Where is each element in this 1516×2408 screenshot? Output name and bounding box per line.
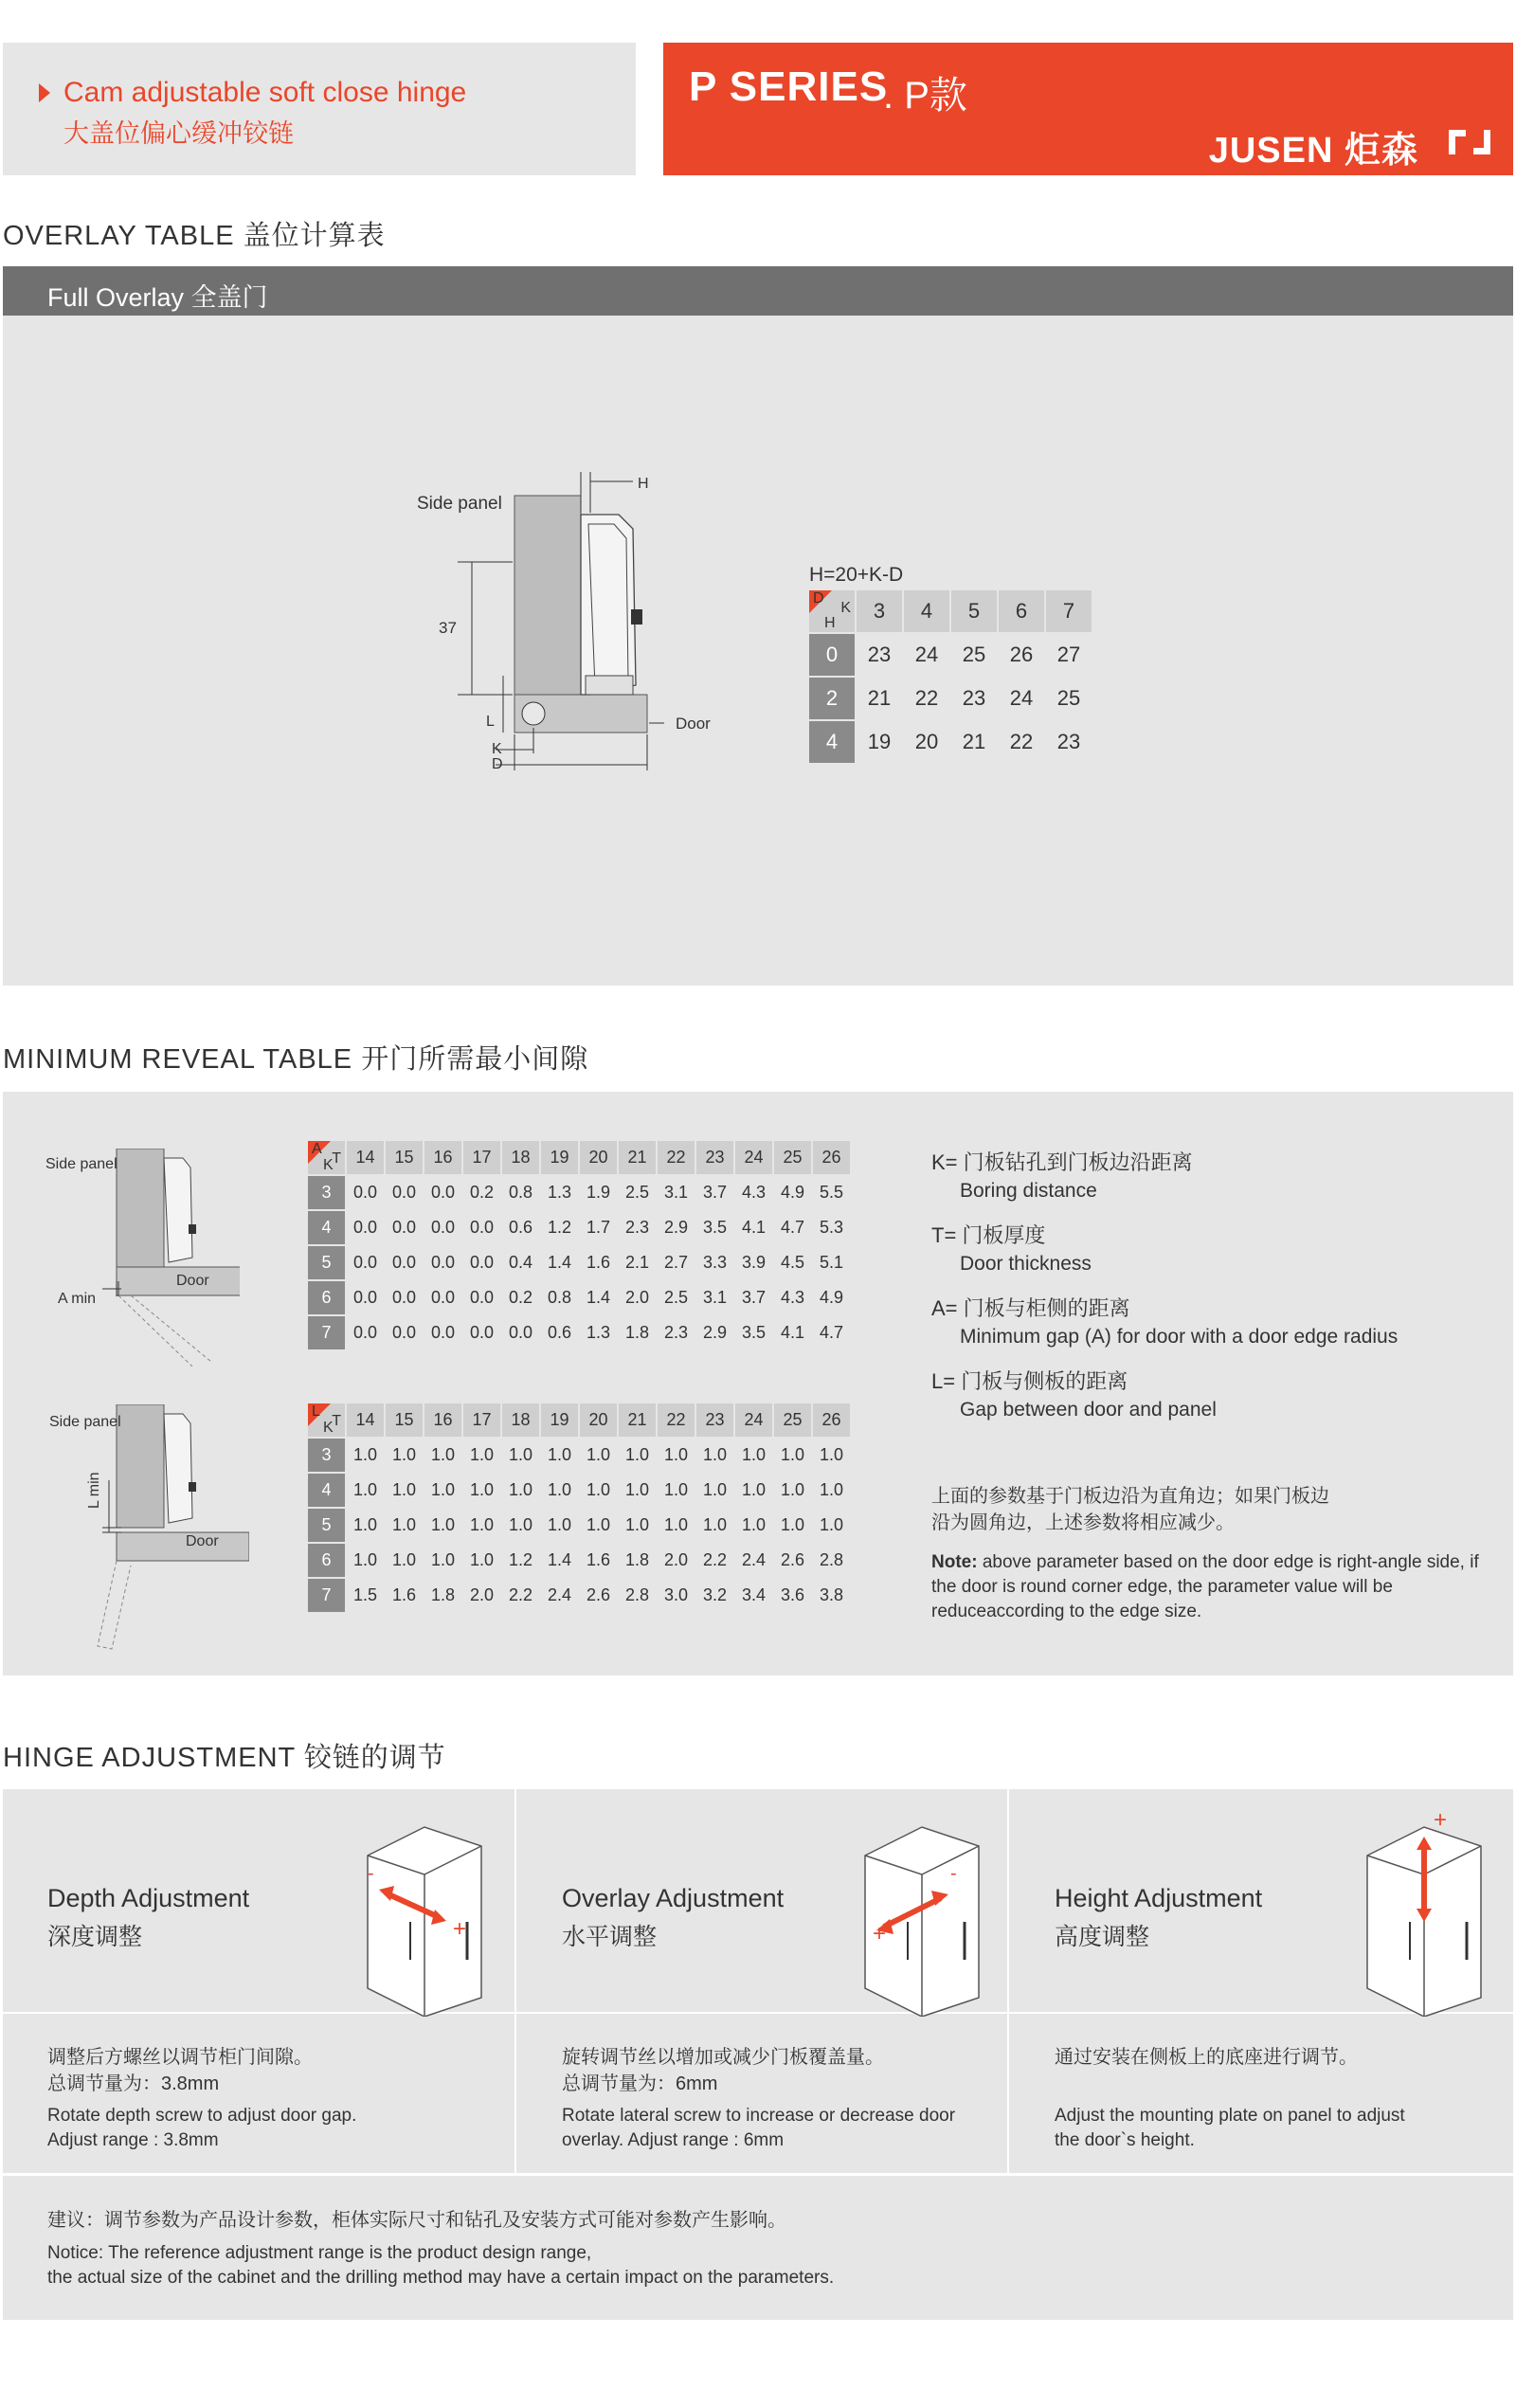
reveal-a-table-cell: 0.0 [424, 1316, 461, 1349]
overlay-table-cell: 23 [951, 678, 997, 719]
reveal-l-column-header: 26 [813, 1403, 850, 1437]
reveal-l-table-cell: 1.0 [347, 1509, 384, 1542]
reveal-l-column-header: 15 [386, 1403, 423, 1437]
reveal-l-corner-bottom: K [323, 1420, 334, 1436]
reveal-l-corner-top: L [312, 1403, 320, 1420]
overlay-door-label: Door [676, 715, 711, 733]
reveal-a-column-header: 17 [463, 1141, 500, 1174]
reveal-a-door-label: Door [176, 1273, 209, 1289]
overlay-column-header: 6 [999, 590, 1044, 632]
reveal-l-table-cell: 1.2 [502, 1544, 539, 1577]
reveal-l-table-cell: 1.0 [619, 1439, 656, 1472]
reveal-l-table-row [308, 1579, 850, 1612]
bullet-triangle-icon [39, 83, 50, 102]
reveal-l-row-header: 4 [308, 1474, 345, 1507]
overlay-corner-top: D [813, 590, 824, 607]
legend-key: T= 门板厚度 [931, 1223, 1046, 1247]
reveal-a-table-cell: 1.3 [580, 1316, 617, 1349]
reveal-l-table-cell: 1.0 [463, 1544, 500, 1577]
reveal-a-table-cell: 0.0 [424, 1176, 461, 1209]
reveal-a-column-header: 16 [424, 1141, 461, 1174]
reveal-a-min-label: A min [58, 1291, 97, 1307]
reveal-l-table [306, 1402, 852, 1614]
adjust-plus-sign: + [1434, 1808, 1448, 1833]
adjust-title-cn: 水平调整 [562, 1924, 658, 1950]
reveal-l-table-cell: 1.6 [580, 1544, 617, 1577]
reveal-a-table-cell: 0.0 [386, 1211, 423, 1244]
overlay-table-cell: 24 [904, 634, 949, 676]
reveal-diagram-a [50, 1149, 240, 1367]
reveal-a-side-panel-label: Side panel [45, 1156, 117, 1172]
reveal-a-table-cell: 0.0 [347, 1281, 384, 1314]
reveal-a-table-cell: 2.0 [619, 1281, 656, 1314]
adjust-footer-cn: 建议：调节参数为产品设计参数，柜体实际尺寸和钻孔及安装方式可能对参数产生影响。 [47, 2210, 786, 2231]
overlay-formula: H=20+K-D [809, 564, 904, 586]
reveal-a-table-cell: 4.9 [813, 1281, 850, 1314]
adjust-title: Depth Adjustment [47, 1884, 250, 1912]
dimension-37-label: 37 [439, 619, 457, 637]
overlay-section-title: OVERLAY TABLE 盖位计算表 [3, 221, 386, 251]
reveal-a-column-header: 23 [696, 1141, 733, 1174]
overlay-corner-right: K [840, 600, 851, 616]
reveal-a-table-cell: 0.8 [502, 1176, 539, 1209]
reveal-note-cn-line1: 上面的参数基于门板边沿为直角边；如果门板边 [931, 1486, 1329, 1507]
reveal-l-table-cell: 1.0 [813, 1474, 850, 1507]
reveal-a-row-header: 6 [308, 1281, 345, 1314]
reveal-l-row-header: 6 [308, 1544, 345, 1577]
reveal-a-table-cell: 3.1 [658, 1176, 695, 1209]
reveal-l-column-header: 20 [580, 1403, 617, 1437]
reveal-a-row-header: 7 [308, 1316, 345, 1349]
adjust-desc-en-1: Adjust the mounting plate on panel to adjust [1055, 2106, 1405, 2126]
adjust-footer-en-line2: the actual size of the cabinet and the drilling method may have a certain impact on the parameters. [47, 2268, 835, 2288]
overlay-table-cell: 22 [904, 678, 949, 719]
reveal-a-table-cell: 3.7 [735, 1281, 772, 1314]
adjust-desc-cn-1: 通过安装在侧板上的底座进行调节。 [1055, 2047, 1358, 2068]
series-title: P SERIES [689, 63, 889, 110]
reveal-l-table-cell: 1.0 [502, 1509, 539, 1542]
reveal-l-table-cell: 1.0 [658, 1439, 695, 1472]
reveal-a-row-header: 3 [308, 1176, 345, 1209]
overlay-table-cell: 22 [999, 721, 1044, 763]
reveal-l-table-cell: 1.0 [619, 1509, 656, 1542]
legend-description: Gap between door and panel [960, 1399, 1217, 1421]
reveal-l-table-cell: 1.0 [696, 1509, 733, 1542]
reveal-note-text: above parameter based on the door edge is right-angle side, if the door is round corner edge, the parameter value will be reduceaccording to the edge size. [931, 1552, 1479, 1621]
reveal-a-table-cell: 0.0 [424, 1246, 461, 1279]
reveal-l-column-header: 22 [658, 1403, 695, 1437]
reveal-a-table-cell: 0.0 [347, 1211, 384, 1244]
reveal-a-table-cell: 3.7 [696, 1176, 733, 1209]
reveal-a-table-cell: 4.7 [774, 1211, 811, 1244]
reveal-l-table-cell: 1.0 [424, 1439, 461, 1472]
reveal-a-table-cell: 2.9 [658, 1211, 695, 1244]
reveal-l-column-header: 14 [347, 1403, 384, 1437]
product-name-cn: 大盖位偏心缓冲铰链 [63, 119, 294, 148]
reveal-a-table-cell: 0.0 [386, 1246, 423, 1279]
reveal-l-table-cell: 1.0 [735, 1474, 772, 1507]
adjust-minus-sign: - [950, 1863, 957, 1884]
reveal-l-table-cell: 1.0 [658, 1509, 695, 1542]
overlay-row-header: 2 [809, 678, 855, 719]
overlay-h-label: H [638, 476, 649, 492]
reveal-l-table-cell: 3.0 [658, 1579, 695, 1612]
reveal-l-table-cell: 1.0 [580, 1509, 617, 1542]
reveal-l-table-cell: 1.0 [347, 1544, 384, 1577]
reveal-a-table-cell: 2.9 [696, 1316, 733, 1349]
reveal-l-table-cell: 1.0 [386, 1474, 423, 1507]
reveal-l-table-cell: 2.4 [541, 1579, 578, 1612]
reveal-l-row-header: 3 [308, 1439, 345, 1472]
reveal-l-table-cell: 2.6 [774, 1544, 811, 1577]
reveal-a-table-cell: 4.5 [774, 1246, 811, 1279]
reveal-l-table-cell: 1.0 [774, 1509, 811, 1542]
reveal-l-table-cell: 1.0 [774, 1474, 811, 1507]
reveal-a-table-row [308, 1176, 850, 1209]
reveal-l-table-cell: 1.0 [424, 1544, 461, 1577]
reveal-a-column-header: 19 [541, 1141, 578, 1174]
reveal-legend [931, 1147, 1500, 1421]
reveal-l-table-cell: 2.0 [658, 1544, 695, 1577]
overlay-table-cell: 20 [904, 721, 949, 763]
reveal-a-table-cell: 0.8 [541, 1281, 578, 1314]
adjust-desc-en-2: overlay. Adjust range : 6mm [562, 2130, 785, 2150]
legend-key: K= 门板钻孔到门板边沿距离 [931, 1150, 1193, 1174]
full-overlay-bar [3, 266, 1513, 316]
reveal-l-column-header: 23 [696, 1403, 733, 1437]
reveal-a-column-header: 15 [386, 1141, 423, 1174]
reveal-a-table-cell: 1.8 [619, 1316, 656, 1349]
header-series-box [663, 43, 1513, 175]
reveal-l-table-cell: 1.0 [386, 1439, 423, 1472]
reveal-a-table-cell: 5.1 [813, 1246, 850, 1279]
reveal-a-column-header: 26 [813, 1141, 850, 1174]
overlay-table-row [809, 634, 1092, 676]
reveal-l-table-cell: 2.2 [696, 1544, 733, 1577]
reveal-a-corner-cell [308, 1141, 345, 1174]
reveal-a-table-cell: 0.0 [463, 1316, 500, 1349]
reveal-a-table-cell: 4.7 [813, 1316, 850, 1349]
reveal-a-table-cell: 1.7 [580, 1211, 617, 1244]
reveal-l-corner-cell [308, 1403, 345, 1437]
overlay-side-panel-label: Side panel [417, 494, 502, 514]
reveal-a-table-cell: 0.0 [386, 1281, 423, 1314]
reveal-l-table-cell: 1.0 [735, 1509, 772, 1542]
overlay-table-cell: 23 [857, 634, 902, 676]
reveal-l-table-cell: 2.8 [813, 1544, 850, 1577]
adjust-panel [3, 1789, 1513, 2320]
reveal-l-table-cell: 1.0 [463, 1509, 500, 1542]
reveal-a-table-cell: 2.7 [658, 1246, 695, 1279]
reveal-l-table-cell: 1.0 [813, 1509, 850, 1542]
reveal-l-table-row [308, 1474, 850, 1507]
reveal-note-en [931, 1550, 1490, 1624]
reveal-a-column-header: 14 [347, 1141, 384, 1174]
reveal-l-table-cell: 1.0 [386, 1509, 423, 1542]
overlay-table-cell: 25 [1046, 678, 1092, 719]
adjust-section-title: HINGE ADJUSTMENT 铰链的调节 [3, 1743, 446, 1773]
reveal-a-table-cell: 4.1 [774, 1316, 811, 1349]
reveal-l-table-cell: 1.0 [424, 1474, 461, 1507]
reveal-l-table-cell: 1.0 [658, 1474, 695, 1507]
overlay-table-cell: 24 [999, 678, 1044, 719]
reveal-a-corner-top: A [312, 1141, 322, 1157]
reveal-l-table-cell: 3.8 [813, 1579, 850, 1612]
reveal-a-row-header: 5 [308, 1246, 345, 1279]
reveal-l-table-cell: 1.6 [386, 1579, 423, 1612]
adjust-desc-en-2: the door`s height. [1055, 2130, 1195, 2150]
overlay-table-row [809, 678, 1092, 719]
adjust-desc-cn-1: 调整后方螺丝以调节柜门间隙。 [47, 2047, 313, 2068]
cabinet-door-icon [358, 1808, 491, 2017]
reveal-l-door-label: Door [186, 1533, 219, 1549]
reveal-a-table-cell: 0.6 [541, 1316, 578, 1349]
reveal-l-table-cell: 3.2 [696, 1579, 733, 1612]
overlay-l-label: L [486, 714, 495, 730]
reveal-l-table-cell: 2.0 [463, 1579, 500, 1612]
reveal-l-table-cell: 1.0 [347, 1474, 384, 1507]
brand-name: JUSEN 炬森 [1208, 131, 1418, 171]
legend-description: Door thickness [960, 1253, 1092, 1275]
reveal-a-table-cell: 4.1 [735, 1211, 772, 1244]
reveal-a-table-cell: 0.0 [463, 1246, 500, 1279]
reveal-l-table-cell: 1.0 [541, 1474, 578, 1507]
reveal-l-table-cell: 1.0 [463, 1474, 500, 1507]
reveal-a-table-cell: 3.5 [735, 1316, 772, 1349]
reveal-l-corner-right: T [332, 1413, 341, 1429]
reveal-note-label: Note: [931, 1552, 978, 1572]
adjust-desc-cn-2: 总调节量为：3.8mm [47, 2073, 220, 2094]
overlay-corner-cell [809, 590, 855, 632]
reveal-a-table-cell: 1.3 [541, 1176, 578, 1209]
reveal-l-table-cell: 3.4 [735, 1579, 772, 1612]
reveal-l-table-cell: 1.0 [541, 1439, 578, 1472]
reveal-a-column-header: 18 [502, 1141, 539, 1174]
reveal-l-table-cell: 1.0 [696, 1439, 733, 1472]
reveal-a-column-header: 20 [580, 1141, 617, 1174]
reveal-a-table-cell: 0.0 [386, 1316, 423, 1349]
reveal-l-table-cell: 1.0 [813, 1439, 850, 1472]
adjust-desc-en-2: Adjust range : 3.8mm [47, 2130, 219, 2150]
reveal-a-table-cell: 1.9 [580, 1176, 617, 1209]
reveal-l-column-header: 21 [619, 1403, 656, 1437]
reveal-a-corner-right: T [332, 1150, 341, 1167]
reveal-l-table-cell: 1.0 [580, 1474, 617, 1507]
reveal-l-table-cell: 1.0 [774, 1439, 811, 1472]
reveal-a-table-cell: 0.0 [347, 1246, 384, 1279]
reveal-a-table-cell: 2.3 [619, 1211, 656, 1244]
reveal-l-table-cell: 1.4 [541, 1544, 578, 1577]
reveal-l-table-cell: 1.8 [424, 1579, 461, 1612]
reveal-a-table-cell: 0.2 [463, 1176, 500, 1209]
reveal-l-table-row [308, 1509, 850, 1542]
reveal-l-table-cell: 1.0 [580, 1439, 617, 1472]
overlay-corner-bottom: H [824, 615, 836, 631]
reveal-a-table-cell: 0.2 [502, 1281, 539, 1314]
overlay-table-cell: 25 [951, 634, 997, 676]
adjust-title: Overlay Adjustment [562, 1884, 785, 1912]
reveal-a-table-cell: 2.5 [658, 1281, 695, 1314]
adjust-title: Height Adjustment [1055, 1884, 1263, 1912]
reveal-a-table-row [308, 1211, 850, 1244]
reveal-l-table-cell: 1.0 [386, 1544, 423, 1577]
reveal-a-table-cell: 5.3 [813, 1211, 850, 1244]
legend-description: Minimum gap (A) for door with a door edge radius [960, 1326, 1399, 1348]
adjust-desc-en-1: Rotate lateral screw to increase or decrease door [562, 2106, 956, 2126]
reveal-a-table-cell: 0.0 [386, 1176, 423, 1209]
reveal-a-table-row [308, 1316, 850, 1349]
reveal-a-column-header: 21 [619, 1141, 656, 1174]
reveal-l-table-cell: 1.0 [424, 1509, 461, 1542]
adjust-title-cn: 高度调整 [1055, 1924, 1150, 1950]
reveal-l-column-header: 17 [463, 1403, 500, 1437]
reveal-a-table-cell: 3.3 [696, 1246, 733, 1279]
reveal-a-table-cell: 4.3 [774, 1281, 811, 1314]
reveal-l-table-cell: 1.0 [735, 1439, 772, 1472]
reveal-a-column-header: 25 [774, 1141, 811, 1174]
reveal-a-table-cell: 1.2 [541, 1211, 578, 1244]
reveal-l-min-label: L min [86, 1472, 102, 1509]
reveal-l-column-header: 25 [774, 1403, 811, 1437]
overlay-table-row [809, 721, 1092, 763]
overlay-column-header: 7 [1046, 590, 1092, 632]
reveal-a-table-cell: 4.9 [774, 1176, 811, 1209]
reveal-a-table-cell: 0.0 [502, 1316, 539, 1349]
header-product-box [3, 43, 636, 175]
reveal-l-table-cell: 1.0 [541, 1509, 578, 1542]
adjust-footer-en-line1: Notice: The reference adjustment range is the product design range, [47, 2243, 592, 2263]
reveal-a-table-cell: 1.6 [580, 1246, 617, 1279]
reveal-a-table-cell: 2.5 [619, 1176, 656, 1209]
reveal-l-table-cell: 1.0 [619, 1474, 656, 1507]
reveal-l-row-header: 5 [308, 1509, 345, 1542]
adjust-title-cn: 深度调整 [47, 1924, 143, 1950]
reveal-l-table-cell: 2.2 [502, 1579, 539, 1612]
reveal-a-column-header: 22 [658, 1141, 695, 1174]
overlay-panel [3, 316, 1513, 986]
reveal-l-table-row [308, 1544, 850, 1577]
overlay-k-label: K [492, 741, 502, 757]
reveal-note-cn-line2: 沿为圆角边，上述参数将相应减少。 [931, 1512, 1235, 1533]
overlay-table-cell: 21 [951, 721, 997, 763]
adjust-desc-cn-1: 旋转调节丝以增加或减少门板覆盖量。 [562, 2047, 884, 2068]
overlay-table-cell: 27 [1046, 634, 1092, 676]
overlay-table-cell: 23 [1046, 721, 1092, 763]
reveal-l-side-panel-label: Side panel [49, 1414, 121, 1430]
series-title-cn: . P款 [883, 75, 967, 117]
reveal-a-table-row [308, 1246, 850, 1279]
reveal-l-table-cell: 1.0 [696, 1474, 733, 1507]
reveal-l-table-cell: 1.0 [347, 1439, 384, 1472]
reveal-a-row-header: 4 [308, 1211, 345, 1244]
reveal-l-row-header: 7 [308, 1579, 345, 1612]
reveal-note-cn [931, 1483, 1329, 1536]
cabinet-door-icon [856, 1808, 988, 2017]
reveal-l-table-cell: 2.6 [580, 1579, 617, 1612]
brand-logo-icon [1447, 128, 1492, 156]
reveal-a-table-cell: 2.3 [658, 1316, 695, 1349]
reveal-a-table-cell: 5.5 [813, 1176, 850, 1209]
reveal-l-table-cell: 1.8 [619, 1544, 656, 1577]
legend-description: Boring distance [960, 1180, 1097, 1202]
legend-key: L= 门板与侧板的距离 [931, 1369, 1128, 1393]
reveal-a-corner-bottom: K [323, 1157, 334, 1173]
reveal-l-table-cell: 1.0 [502, 1474, 539, 1507]
reveal-a-table-cell: 0.0 [424, 1281, 461, 1314]
overlay-d-label: D [492, 756, 503, 770]
reveal-l-column-header: 24 [735, 1403, 772, 1437]
reveal-l-table-cell: 1.0 [463, 1439, 500, 1472]
reveal-section-title: MINIMUM REVEAL TABLE 开门所需最小间隙 [3, 1044, 589, 1075]
legend-key: A= 门板与柜侧的距离 [931, 1296, 1130, 1320]
reveal-a-table-cell: 0.6 [502, 1211, 539, 1244]
reveal-l-table-row [308, 1439, 850, 1472]
reveal-a-table-cell: 4.3 [735, 1176, 772, 1209]
reveal-a-table-cell: 0.4 [502, 1246, 539, 1279]
reveal-l-column-header: 18 [502, 1403, 539, 1437]
reveal-l-table-cell: 1.5 [347, 1579, 384, 1612]
reveal-a-table-cell: 0.0 [347, 1316, 384, 1349]
product-name-en: Cam adjustable soft close hinge [63, 77, 467, 108]
cabinet-door-icon [1358, 1808, 1490, 2017]
reveal-a-table-cell: 1.4 [541, 1246, 578, 1279]
reveal-a-table-cell: 1.4 [580, 1281, 617, 1314]
overlay-column-header: 3 [857, 590, 902, 632]
overlay-column-header: 5 [951, 590, 997, 632]
reveal-l-table-cell: 2.4 [735, 1544, 772, 1577]
reveal-l-column-header: 16 [424, 1403, 461, 1437]
adjust-minus-sign: - [368, 1863, 374, 1884]
overlay-table-cell: 21 [857, 678, 902, 719]
overlay-table [807, 588, 1093, 765]
reveal-a-table-cell: 3.9 [735, 1246, 772, 1279]
adjust-plus-sign: + [453, 1916, 467, 1942]
adjust-desc-en-1: Rotate depth screw to adjust door gap. [47, 2106, 357, 2126]
reveal-a-table [306, 1139, 852, 1351]
overlay-row-header: 0 [809, 634, 855, 676]
overlay-row-header: 4 [809, 721, 855, 763]
adjust-desc-cn-2: 总调节量为：6mm [562, 2073, 718, 2094]
adjust-footer-en [47, 2241, 834, 2290]
overlay-table-cell: 19 [857, 721, 902, 763]
reveal-a-table-cell: 2.1 [619, 1246, 656, 1279]
reveal-l-column-header: 19 [541, 1403, 578, 1437]
reveal-l-table-cell: 2.8 [619, 1579, 656, 1612]
reveal-a-table-cell: 3.5 [696, 1211, 733, 1244]
full-overlay-label: Full Overlay 全盖门 [47, 283, 268, 312]
reveal-diagram-l [60, 1404, 249, 1651]
reveal-a-table-cell: 0.0 [424, 1211, 461, 1244]
reveal-l-table-cell: 3.6 [774, 1579, 811, 1612]
reveal-a-table-row [308, 1281, 850, 1314]
overlay-table-cell: 26 [999, 634, 1044, 676]
reveal-l-table-cell: 1.0 [502, 1439, 539, 1472]
overlay-column-header: 4 [904, 590, 949, 632]
reveal-a-table-cell: 0.0 [463, 1281, 500, 1314]
reveal-panel [3, 1092, 1513, 1675]
adjust-plus-sign: + [873, 1921, 887, 1946]
reveal-a-table-cell: 3.1 [696, 1281, 733, 1314]
reveal-a-column-header: 24 [735, 1141, 772, 1174]
reveal-a-table-cell: 0.0 [463, 1211, 500, 1244]
reveal-a-table-cell: 0.0 [347, 1176, 384, 1209]
